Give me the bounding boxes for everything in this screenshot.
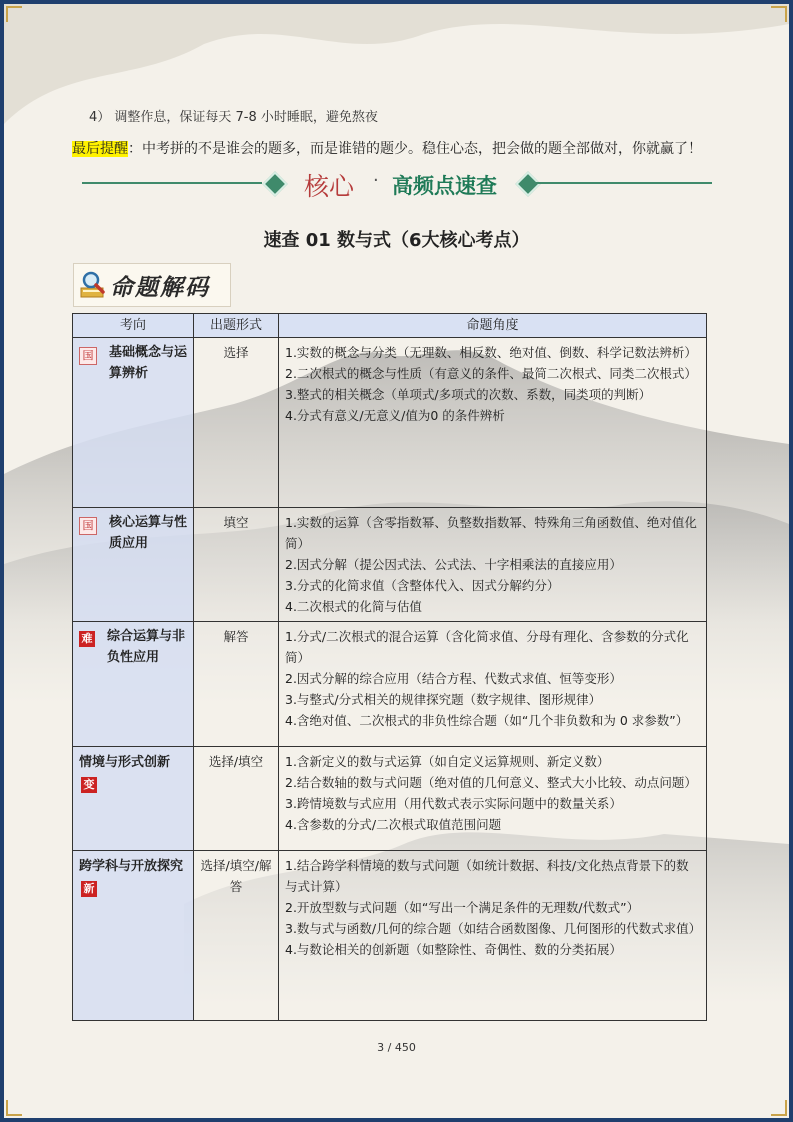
angle-item: 2.二次根式的概念与性质（有意义的条件、最简二次根式、同类二次根式） — [285, 366, 697, 381]
topic-table — [72, 313, 707, 1021]
corner-ornament — [771, 6, 787, 22]
angle-cell — [279, 622, 707, 747]
page — [4, 4, 789, 1118]
form-cell: 选择/填空/解答 — [194, 851, 279, 1021]
table-row — [73, 851, 707, 1021]
sleep-tip: 4） 调整作息，保证每天 7-8 小时睡眠，避免熬夜 — [89, 110, 378, 125]
reminder-label: 最后提醒 — [72, 141, 128, 157]
table-row — [73, 338, 707, 508]
angle-item: 4.含绝对值、二次根式的非负性综合题（如“几个非负数和为 0 求参数”） — [285, 713, 689, 728]
magnifier-book-icon — [78, 270, 108, 300]
form-cell: 选择 — [194, 338, 279, 508]
corner-ornament — [771, 1100, 787, 1116]
topic-cell — [73, 508, 194, 622]
banner-title-core: 核心 — [304, 172, 355, 201]
corner-ornament — [6, 1100, 22, 1116]
section-subtitle: 速查 01 数与式（6大核心考点） — [263, 230, 530, 251]
angle-item: 4.含参数的分式/二次根式取值范围问题 — [285, 817, 502, 832]
header-form: 出题形式 — [194, 314, 279, 338]
banner-line-right — [532, 182, 712, 184]
angle-item: 3.与整式/分式相关的规律探究题（数字规律、图形规律） — [285, 692, 602, 707]
national-badge-icon: 国 — [79, 517, 97, 535]
topic-cell — [73, 338, 194, 508]
banner-title-quick: 高频点速查 — [392, 174, 497, 198]
angle-item: 1.实数的运算（含零指数幂、负整数指数幂、特殊角三角函数值、绝对值化简） — [285, 515, 697, 551]
topic-cell — [73, 747, 194, 851]
topic-label: 基础概念与运算辨析 — [109, 345, 188, 381]
topic-cell — [73, 851, 194, 1021]
angle-item: 1.含新定义的数与式运算（如自定义运算规则、新定义数） — [285, 754, 610, 769]
section-banner — [82, 167, 712, 199]
angle-item: 1.结合跨学科情境的数与式问题（如统计数据、科技/文化热点背景下的数与式计算） — [285, 858, 689, 894]
form-cell: 解答 — [194, 622, 279, 747]
topic-label: 综合运算与非负性应用 — [107, 629, 186, 665]
angle-item: 4.与数论相关的创新题（如整除性、奇偶性、数的分类拓展） — [285, 942, 622, 957]
angle-item: 3.数与式与函数/几何的综合题（如结合函数图像、几何图形的代数式求值） — [285, 921, 702, 936]
difficult-badge-icon: 难 — [79, 631, 95, 647]
topic-label: 核心运算与性质应用 — [109, 515, 188, 551]
diamond-icon — [515, 171, 540, 196]
angle-cell — [279, 508, 707, 622]
proposition-decode-stamp — [73, 263, 231, 307]
angle-item: 3.分式的化简求值（含整体代入、因式分解约分） — [285, 578, 560, 593]
angle-item: 1.实数的概念与分类（无理数、相反数、绝对值、倒数、科学记数法辨析） — [285, 345, 697, 360]
header-angle: 命题角度 — [279, 314, 707, 338]
angle-item: 2.因式分解的综合应用（结合方程、代数式求值、恒等变形） — [285, 671, 622, 686]
angle-cell — [279, 338, 707, 508]
angle-item: 2.结合数轴的数与式问题（绝对值的几何意义、整式大小比较、动点问题） — [285, 775, 697, 790]
topic-label: 跨学科与开放探究 — [79, 859, 184, 874]
diamond-icon — [262, 171, 287, 196]
topic-label: 情境与形式创新 — [79, 755, 171, 770]
form-cell: 填空 — [194, 508, 279, 622]
table-row — [73, 508, 707, 622]
banner-dot: · — [373, 170, 379, 191]
stamp-text: 命题解码 — [110, 273, 210, 301]
angle-item: 2.因式分解（提公因式法、公式法、十字相乘法的直接应用） — [285, 557, 622, 572]
angle-item: 4.分式有意义/无意义/值为0 的条件辨析 — [285, 408, 505, 423]
table-row — [73, 747, 707, 851]
final-reminder — [72, 138, 702, 158]
table-row — [73, 622, 707, 747]
angle-cell — [279, 747, 707, 851]
banner-line-left — [82, 182, 262, 184]
angle-cell — [279, 851, 707, 1021]
page-number: 3 / 450 — [377, 1041, 416, 1054]
angle-item: 3.整式的相关概念（单项式/多项式的次数、系数，同类项的判断） — [285, 387, 652, 402]
new-badge-icon: 新 — [81, 881, 97, 897]
header-direction: 考向 — [73, 314, 194, 338]
table-header-row — [73, 314, 707, 338]
angle-item: 1.分式/二次根式的混合运算（含化简求值、分母有理化、含参数的分式化简） — [285, 629, 689, 665]
corner-ornament — [6, 6, 22, 22]
angle-item: 2.开放型数与式问题（如“写出一个满足条件的无理数/代数式”） — [285, 900, 640, 915]
reminder-text: ：中考拼的不是谁会的题多，而是谁错的题少。稳住心态，把会做的题全部做对，你就赢了！ — [128, 141, 702, 157]
topic-cell — [73, 622, 194, 747]
national-badge-icon: 国 — [79, 347, 97, 365]
angle-item: 3.跨情境数与式应用（用代数式表示实际问题中的数量关系） — [285, 796, 622, 811]
angle-item: 4.二次根式的化简与估值 — [285, 599, 422, 614]
form-cell: 选择/填空 — [194, 747, 279, 851]
change-badge-icon: 变 — [81, 777, 97, 793]
